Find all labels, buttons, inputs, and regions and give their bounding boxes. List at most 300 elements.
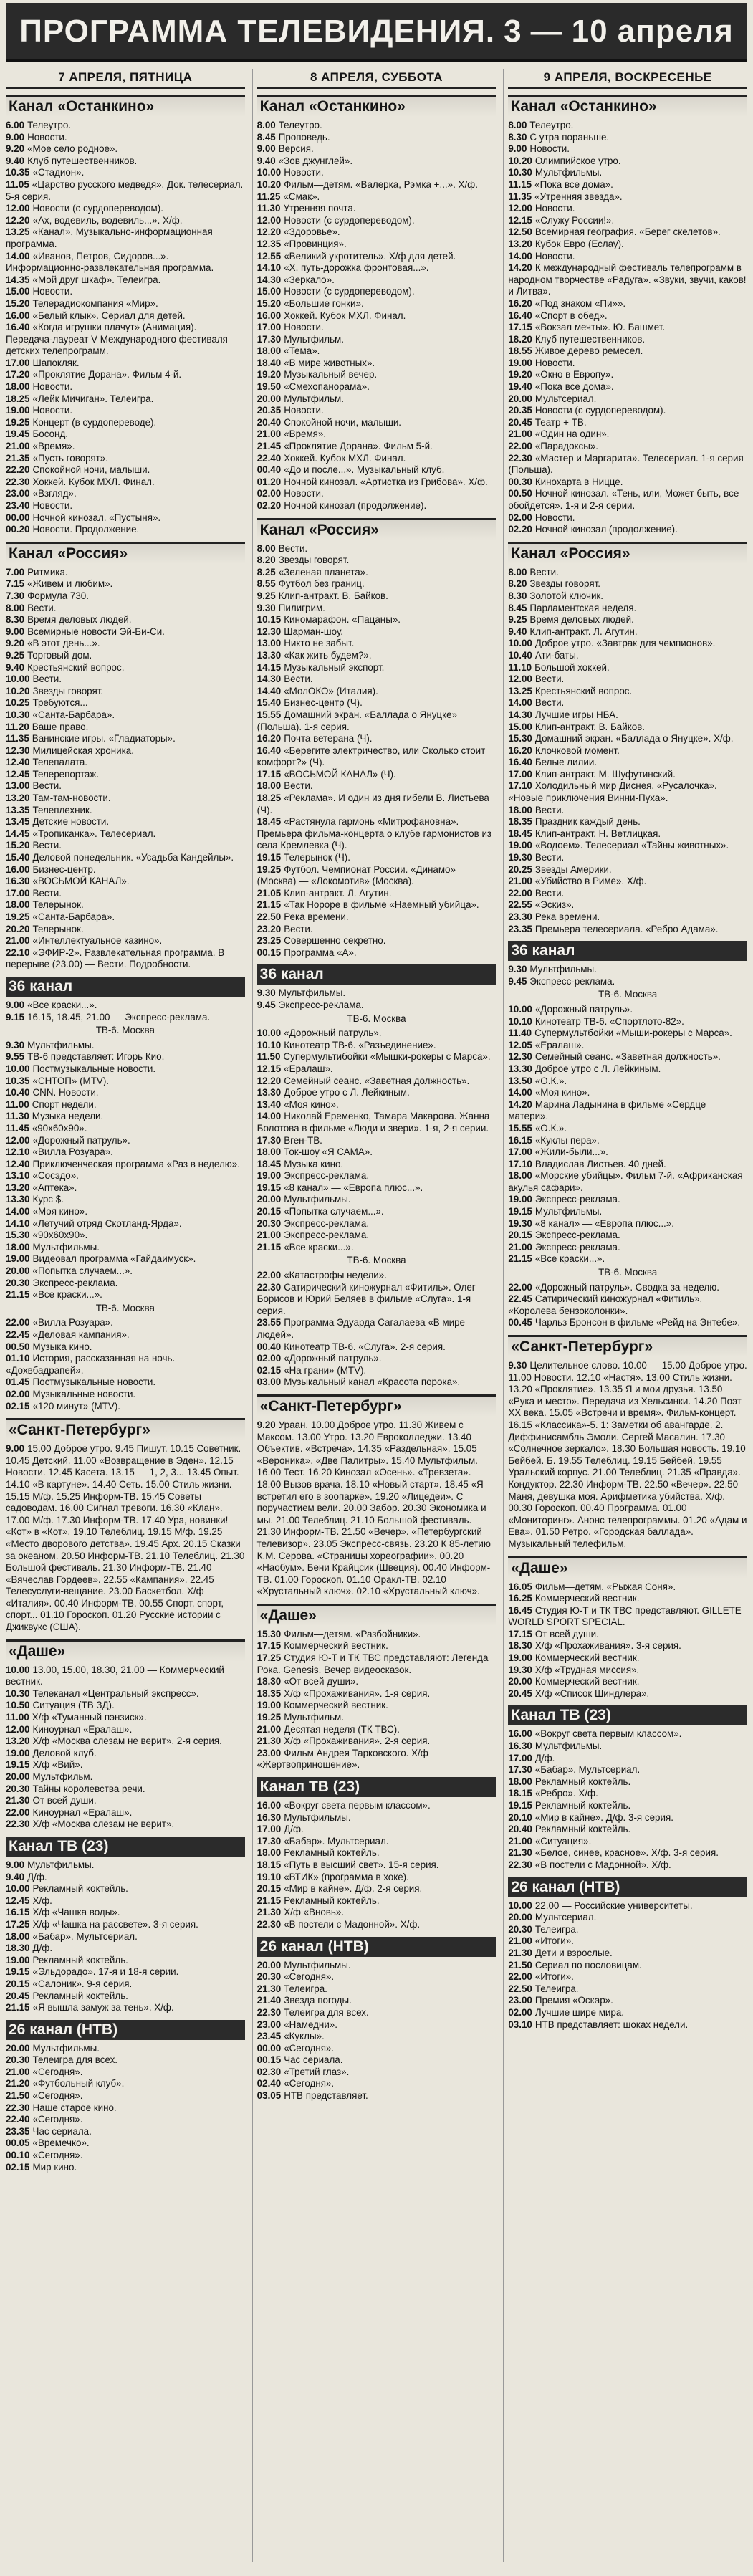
program-time: 12.35 [256,238,282,249]
program-listing [6,816,245,828]
program-time: 19.25 [6,911,30,922]
program-title: Мультфильмы. [278,987,346,999]
program-time: 10.00 [6,674,30,685]
program-title: «Царство русского медведя». Док. телесериал. 5-я серия. [6,178,244,202]
program-listing [508,638,747,650]
program-listing [508,1728,747,1741]
program-time: 12.45 [6,1895,30,1906]
program-title: Телерынок (Ч). [284,852,350,863]
program-time: 8.00 [508,566,527,578]
program-listing [508,1218,747,1230]
program-time: 17.25 [6,1918,30,1930]
program-time: 18.45 [508,828,532,839]
program-title: Музыка кино. [32,1341,92,1352]
program-title: Мультфильмы. [27,1859,95,1870]
program-time: 23.40 [6,500,30,511]
program-time: 14.10 [6,1217,30,1229]
program-time: 23.35 [508,923,532,934]
program-listing [257,578,497,590]
program-title: Милицейская хроника. [32,744,134,756]
program-title: Приключенческая программа «Раз в неделю». [32,1158,240,1169]
program-title: «Аптека». [32,1182,77,1193]
program-title: «Жили-были...». [534,1146,608,1158]
program-time: 11.30 [256,203,281,214]
program-listing [257,1812,497,1824]
program-listing [6,417,245,429]
program-listing [508,1028,747,1040]
day-heading: 7 АПРЕЛЯ, ПЯТНИЦА [6,69,245,89]
program-time: 23.55 [256,1317,282,1328]
program-listing [508,769,747,781]
program-listing [6,286,245,298]
program-title: Утренняя почта. [283,203,356,214]
program-time: 19.10 [256,1871,282,1882]
program-title: Экспресс-реклама. [284,1230,370,1241]
program-listing [6,578,245,590]
program-listing [508,911,747,924]
program-title: Экспресс-реклама. [534,1194,620,1205]
program-listing [508,405,747,417]
program-listing [6,793,245,805]
program-title: Киноурнал «Ералаш». [32,1723,133,1735]
program-listing [257,1341,497,1354]
program-listing [6,464,245,477]
program-listing [257,1895,497,1907]
program-listing [257,1700,497,1712]
program-listing [6,2054,245,2067]
program-listing [257,2007,497,2019]
program-title: Вести. [534,852,565,863]
program-listing [6,132,245,144]
program-listing [6,876,245,888]
program-title: «Живем и любим». [27,578,113,590]
program-title: «8 канал» — «Европа плюс...». [284,1182,423,1193]
program-listing [508,345,747,358]
program-listing [257,369,497,381]
day-heading: 9 АПРЕЛЯ, ВОСКРЕСЕНЬЕ [508,69,747,89]
program-title: «Вилла Розуара». [32,1146,113,1158]
program-time: 19.30 [508,852,532,863]
program-time: 19.15 [6,1966,30,1978]
program-listing [508,310,747,322]
program-listing [6,745,245,757]
program-title: Большой хоккей. [534,661,610,673]
program-title: Доброе утро с Л. Лейкиным. [284,1087,410,1098]
program-title: Музыка кино. [284,1158,344,1169]
program-listing [257,1824,497,1836]
program-listing [6,1012,245,1024]
program-title: «Парадоксы». [534,441,599,452]
program-title: Дети и взрослые. [534,1947,613,1958]
program-title: «Намедни». [284,2019,337,2030]
program-listing [257,780,497,793]
program-title: Вести. [534,887,565,899]
program-listing [508,1935,747,1948]
program-time: 18.15 [508,1788,532,1799]
program-time: 12.00 [6,203,30,214]
program-listing [6,840,245,852]
program-listing [257,155,497,168]
program-listing [6,911,245,924]
program-listing [257,1206,497,1218]
program-title: ТВ-6 представляет: Игорь Кио. [27,1051,165,1063]
program-time: 8.55 [256,578,276,590]
program-title: Новости. [32,405,73,416]
program-listing [257,543,497,555]
program-time: 20.30 [6,2054,30,2066]
program-listing [508,1764,747,1776]
program-listing [257,1836,497,1848]
program-title: Сатирический киножурнал «Фитиль». Олег Борисов и Юрий Беляев в фильме «Слуга». 1-я серия. [256,1281,476,1316]
program-time: 9.20 [6,143,25,155]
program-title: Х/ф «Москва слезам не верит». 2-я серия. [32,1735,222,1747]
program-listing [257,143,497,155]
program-listing [257,709,497,733]
program-time: 22.30 [256,1281,282,1293]
program-title: «Канал». Музыкально-информационная программа. [6,226,213,249]
program-title: Клип-антракт. Л. Агутин. [529,626,638,637]
program-time: 17.30 [256,1835,282,1847]
program-time: 10.40 [6,1087,30,1098]
program-time: 8.20 [508,578,527,590]
program-listing [6,1087,245,1099]
program-time: 17.00 [6,887,30,899]
program-title: Постмузыкальные новости. [32,1063,156,1074]
program-listing [508,614,747,626]
program-time: 02.00 [508,512,532,523]
program-listing [257,793,497,816]
program-title: Кубок Евро (Еслау). [534,238,624,249]
program-title: Д/ф. [32,1943,53,1954]
program-listing [6,477,245,489]
program-title: Река времени. [534,911,600,922]
program-title: «Иванов, Петров, Сидоров...». Информационно-развлекательная программа. [6,250,214,274]
program-title: Вести. [32,780,62,792]
program-title: «Дорожный патруль». [534,1003,633,1015]
program-title: Телеутро. [278,120,322,130]
program-title: Д/ф. [284,1824,304,1835]
program-time: 12.10 [6,1146,30,1158]
channel-heading: 36 канал [6,977,245,997]
program-time: 19.45 [6,428,30,440]
program-title: «90х60х90». [32,1122,87,1134]
program-title: «ВТИК» (программа в хоке). [284,1871,409,1882]
program-listing [257,1712,497,1724]
program-listing [508,477,747,489]
program-listing [6,864,245,876]
program-listing [508,1206,747,1218]
program-listing [508,1581,747,1594]
program-time: 13.20 [6,1735,30,1747]
program-time: 22.50 [508,1983,532,1994]
program-title: «Ералаш». [284,1063,333,1074]
program-time: 10.40 [508,649,532,661]
program-title: «Берегите электричество, или Сколько стоит комфорт?» (Ч). [256,744,486,768]
program-time: 10.30 [508,167,532,178]
channel-heading: «Даше» [508,1556,747,1579]
program-time: 19.25 [6,416,30,428]
program-title: «Время». [32,441,75,452]
program-time: 14.30 [256,274,282,285]
program-listing [508,964,747,976]
program-time: 00.15 [256,947,282,958]
program-title: Телеканал «Центральный экспресс». [32,1687,199,1699]
program-time: 14.20 [508,262,532,274]
program-listing [6,1895,245,1907]
program-time: 22.30 [508,1859,532,1870]
program-title: Никто не забыт. [284,638,355,649]
program-title: Фильм—детям. «Рыжая Соня». [534,1581,676,1592]
program-title: «Пока все дома». [534,178,613,190]
program-listing [257,334,497,346]
program-title: Рекламный коктейль. [32,1954,128,1965]
program-title: Х/ф «Чашка на рассвете». 3-я серия. [32,1918,198,1930]
program-time: 16.00 [6,863,30,875]
program-title: Спорт недели. [32,1098,97,1110]
program-time: 11.20 [6,721,29,732]
program-time: 23.45 [256,2031,282,2042]
program-listing [257,899,497,911]
program-time: 12.05 [508,1039,532,1050]
program-listing [508,1016,747,1028]
program-time: 21.30 [508,1847,532,1859]
program-time: 01.20 [256,476,282,487]
program-title: Х/ф «Прохаживания». 1-я серия. [284,1687,431,1699]
program-time: 03.10 [508,2019,532,2030]
program-time: 02.15 [6,2161,30,2173]
program-time: 13.10 [6,1170,30,1182]
program-title: ТВ-6. Москва [598,989,658,1000]
program-time: 18.45 [256,1158,282,1169]
program-time: 15.20 [6,840,30,851]
program-time: 17.00 [508,768,532,780]
program-title: Киномарафон. «Пацаны». [284,614,401,626]
program-title: Телеплехник. [32,804,92,815]
program-title: «Летучий отряд Скотланд-Ярда». [32,1217,182,1229]
program-title: «Реклама». И один из дня гибели В. Листьева (Ч). [256,793,489,815]
program-listing [508,1912,747,1924]
program-title: Экспресс-реклама. [278,999,364,1010]
program-title: «Куклы пера». [534,1134,600,1146]
program-title: «Служу России!». [534,214,615,226]
program-listing [257,2043,497,2055]
program-title: Новости (с сурдопереводом). [284,214,415,226]
program-time: 8.30 [508,131,527,143]
program-listing [257,1028,497,1040]
program-listing [257,1847,497,1859]
program-title: «Сегодня». [32,2090,83,2102]
program-time: 16.05 [508,1581,532,1592]
program-title: Программа «А». [284,947,357,958]
program-title: Вген-ТВ. [284,1134,322,1146]
program-time: 11.00 [6,1098,29,1110]
program-listing [6,638,245,650]
day-columns [6,69,747,2562]
program-subheading [6,1303,245,1315]
program-listing [508,840,747,852]
program-time: 19.25 [256,863,282,875]
program-title: «Сегодня». [32,2066,83,2077]
program-time: 18.35 [256,1687,282,1699]
program-listing [6,614,245,626]
program-time: 12.40 [6,1158,30,1169]
program-title: «В мире животных». [284,357,375,368]
program-time: 21.05 [256,887,282,899]
program-time: 02.15 [256,1364,282,1376]
program-title: «Попытка случаем...». [284,1206,384,1217]
program-time: 10.15 [256,614,282,626]
program-title: Звезды говорят. [278,555,350,566]
program-time: 18.00 [256,1146,282,1158]
program-title: Футбол. Чемпионат России. «Динамо» (Москва) — «Локомотив» (Москва). [256,863,456,887]
program-title: Ванинские игры. «Гладиаторы». [32,733,176,744]
program-title: Х/ф «Список Шиндлера». [534,1687,650,1699]
program-time: 22.00 [508,1971,532,1983]
program-time: 17.15 [256,1640,282,1652]
program-title: «Времечко». [32,2137,90,2149]
program-title: Телеутро. [27,120,72,130]
program-title: Музыкальные новости. [32,1388,136,1399]
program-time: 13.20 [6,793,30,804]
program-title: Программа Эдуарда Сагалаева «В мире людей». [256,1317,465,1340]
program-time: 11.35 [508,191,532,202]
program-title: 16.15, 18.45, 21.00 — Экспресс-реклама. [27,1011,211,1023]
program-title: Ураан. 10.00 Доброе утро. 11.30 Живем с Максом. 13.00 Утро. 13.20 Евроколледжи. 13.40 Объектив. «Встреча». 14.35 «Раздельная». 15.05 «Вероника». «Две Палитры». 15.40 Мультфильм. 16.00 Тест. 16.20 Кинозал «Осень». «Тревзета». 18.00 Вызов врача. 18.10 «Новый старт». 18.45 «Я встретил его в зоопарке». 19.20 «Лицедеи». С поручастием вели. 20.00 Забор. 20.30 Экономика и мы. 21.00 Телеблиц. 21.10 Большой фестиваль. 21.30 Информ-ТВ. 21.50 «Вечер». «Петербургский телевизор». 23.05 Экспресс-связь. 23.20 К 85-летию К.М. Серова. «Страницы хореографии». 00.20 «Наобум». Бени Крайцсик (Швеция). 00.40 Информ-ТВ. 01.00 Гороскоп. 01.10 Оракл-ТВ. 02.10 «Хрустальный ключ». 02.10 «Хрустальный ключ». [256,1419,491,1597]
program-listing [508,1605,747,1629]
program-title: Босонд. [32,428,68,440]
program-title: Мультфильмы. [27,1039,95,1050]
program-listing [508,1812,747,1824]
program-time: 15.00 [256,286,282,297]
program-title: «Санта-Барбара». [32,709,115,720]
program-listing [6,274,245,287]
program-listing [257,1063,497,1076]
program-listing [6,1819,245,1831]
program-time: 16.30 [6,876,30,887]
program-listing [257,441,497,453]
program-title: «8 канал» — «Европа плюс...». [534,1217,674,1229]
program-listing [6,1966,245,1978]
program-listing [508,1593,747,1605]
program-time: 21.15 [256,1895,282,1906]
program-title: Х/ф. [32,1895,52,1906]
program-title: Х/ф «Чашка воды». [32,1907,120,1918]
program-listing [6,143,245,155]
program-time: 9.00 [6,1443,25,1455]
program-title: «Санта-Барбара». [32,911,115,922]
program-title: Мультфильмы. [284,1811,351,1823]
program-listing [6,2002,245,2014]
program-time: 16.15 [508,1134,532,1146]
program-time: 9.00 [6,999,25,1010]
program-time: 20.00 [256,393,282,404]
program-title: «Белый клык». Сериал для детей. [32,310,186,321]
program-title: Телеигра для всех. [284,2006,369,2018]
program-title: «Мастер и Маргарита». Телесериал. 1-я серия (Польша). [508,452,744,476]
program-listing [257,1087,497,1099]
program-time: 13.20 [508,238,532,249]
program-title: «Белое, синее, красное». Х/ф. 3-я серия. [534,1847,719,1859]
program-time: 18.35 [508,816,532,828]
program-title: «Сегодня». [284,2042,335,2054]
program-listing [6,1931,245,1943]
program-title: Телеутро. [529,120,574,130]
program-listing [508,1135,747,1147]
program-title: Ритмика. [27,566,68,578]
program-listing [257,2067,497,2079]
program-title: Николай Еременко, Тамара Макарова. Жанна Болотова в фильме «Люди и звери». 1-я, 2-я серии. [256,1111,490,1134]
program-listing [508,1099,747,1123]
program-time: 22.30 [256,1918,282,1930]
program-time: 19.20 [256,369,282,380]
program-time: 19.40 [508,381,532,393]
program-listing [508,203,747,215]
program-listing [6,828,245,841]
program-time: 14.15 [256,661,282,673]
program-title: «Один на один». [534,428,610,440]
program-listing [257,1282,497,1318]
program-title: Семейный сеанс. «Заветная должность». [284,1075,470,1086]
program-listing [6,1389,245,1401]
program-title: Рекламный коктейль. [284,1895,380,1906]
program-listing [508,1824,747,1836]
program-listing [6,179,245,203]
program-title: Новости. [27,131,67,143]
program-time: 18.00 [6,899,30,911]
program-listing [508,1836,747,1848]
program-time: 16.40 [508,310,532,321]
program-title: Новости. [284,488,324,499]
program-time: 11.30 [6,1111,29,1122]
program-title: «В постели с Мадонной». Х/ф. [534,1859,671,1870]
program-title: Новости. [284,322,324,333]
program-time: 19.15 [256,1182,282,1193]
channel-heading: «Санкт-Петербург» [6,1418,245,1440]
program-listing [508,428,747,441]
program-title: Крестьянский вопрос. [27,661,125,673]
program-title: Х/ф «Прохаживания». 3-я серия. [534,1640,681,1652]
program-listing [508,191,747,204]
program-title: Деловой клуб. [32,1747,97,1758]
program-time: 9.30 [6,1039,25,1050]
program-title: Клуб путешественников. [27,155,138,166]
program-listing [508,132,747,144]
program-time: 22.30 [6,2102,30,2113]
program-subheading [508,1267,747,1279]
program-listing [508,674,747,686]
program-time: 20.15 [256,1206,282,1217]
program-listing [257,1983,497,1996]
program-listing [6,1807,245,1819]
program-listing [508,662,747,674]
program-time: 22.45 [508,1293,532,1305]
program-listing [6,453,245,465]
program-title: Мультфильм. [284,1712,344,1723]
program-title: «Ребро». Х/ф. [534,1788,598,1799]
program-title: Кинохарта в Ницце. [534,476,623,487]
program-title: Мультфильмы. [284,1959,351,1971]
program-title: Новости (с сурдопереводом). [32,203,163,214]
program-listing [257,987,497,1000]
program-listing [508,686,747,698]
program-time: 14.00 [6,250,30,262]
program-listing [257,1907,497,1919]
program-listing [257,1859,497,1872]
program-listing [508,876,747,888]
program-title: Детские новости. [32,816,110,828]
program-time: 18.00 [508,1170,532,1182]
program-listing [6,2102,245,2115]
